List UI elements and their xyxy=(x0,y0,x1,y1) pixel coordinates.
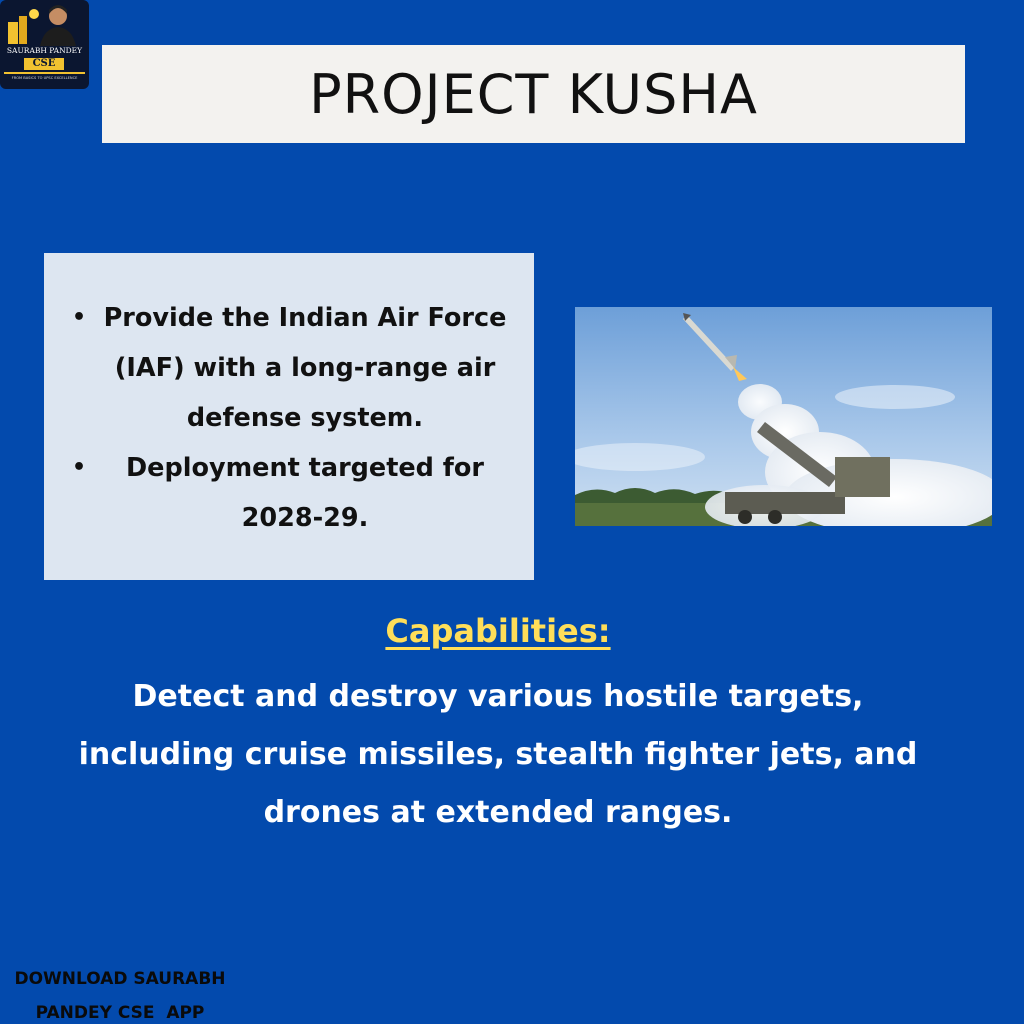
list-item xyxy=(64,443,510,543)
capabilities-text: Detect and destroy various hostile targets, including cruise missiles, stealth fighter jets, and drones at extended ranges. xyxy=(78,679,918,830)
list-item xyxy=(64,293,510,443)
footer-line-2: PANDEY CSE APP xyxy=(35,1003,205,1023)
bullet-text: Deployment targeted for 2028-29. xyxy=(125,453,484,533)
logo-name: SAURABH PANDEY xyxy=(6,46,83,55)
capabilities-heading: Capabilities: xyxy=(385,612,611,650)
logo-tagline: FROM BASICS TO UPSC EXCELLENCE xyxy=(11,76,78,80)
bullet-icon: • xyxy=(72,455,87,480)
footer-line-1: DOWNLOAD SAURABH xyxy=(14,969,226,989)
objectives-list xyxy=(64,293,510,543)
logo-brand: CSE xyxy=(32,58,56,69)
missile-launch-photo xyxy=(575,307,992,526)
brand-logo xyxy=(0,0,89,89)
bullet-icon: • xyxy=(72,305,87,330)
bullet-text: Provide the Indian Air Force (IAF) with a long-range air defense system. xyxy=(103,303,507,433)
page-title: PROJECT KUSHA xyxy=(309,62,758,126)
download-app-note xyxy=(0,962,240,1024)
objectives-card xyxy=(44,253,534,580)
title-card xyxy=(102,45,965,143)
